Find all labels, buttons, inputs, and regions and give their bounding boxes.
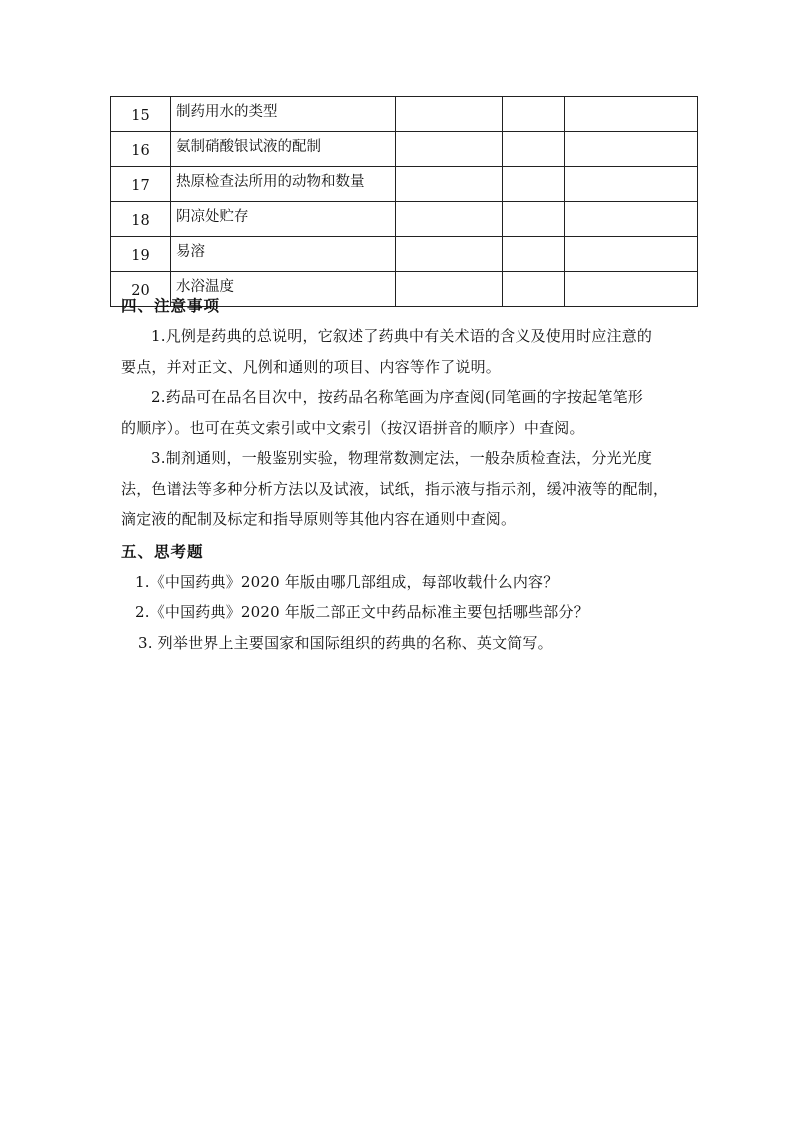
row-number: 18 <box>111 202 171 237</box>
blank-cell <box>565 97 698 132</box>
row-term: 水浴温度 <box>171 272 396 307</box>
blank-cell <box>503 237 565 272</box>
row-term: 制药用水的类型 <box>171 97 396 132</box>
blank-cell <box>503 167 565 202</box>
table-row <box>111 202 698 237</box>
notes-paragraph-1 <box>121 321 676 382</box>
blank-cell <box>396 97 503 132</box>
row-number: 19 <box>111 237 171 272</box>
blank-cell <box>396 272 503 307</box>
paragraph-line: 2.药品可在品名目次中，按药品名称笔画为序查阅(同笔画的字按起笔笔形 <box>151 388 643 406</box>
notes-paragraph-2 <box>121 382 676 443</box>
blank-cell <box>396 202 503 237</box>
paragraph-line: 滴定液的配制及标定和指导原则等其他内容在通则中查阅。 <box>121 510 517 528</box>
row-number: 16 <box>111 132 171 167</box>
blank-cell <box>503 272 565 307</box>
blank-cell <box>565 202 698 237</box>
table-row <box>111 167 698 202</box>
blank-cell <box>503 132 565 167</box>
blank-cell <box>565 132 698 167</box>
blank-cell <box>565 272 698 307</box>
blank-cell <box>503 97 565 132</box>
row-number: 20 <box>111 272 171 307</box>
table-row <box>111 97 698 132</box>
blank-cell <box>565 167 698 202</box>
question-1: 1.《中国药典》2020 年版由哪几部组成，每部收载什么内容？ <box>135 573 559 591</box>
row-term: 易溶 <box>171 237 396 272</box>
notes-heading: 四、注意事项 <box>121 297 221 315</box>
paragraph-line: 的顺序）。也可在英文索引或中文索引（按汉语拼音的顺序）中查阅。 <box>121 418 585 437</box>
row-number: 15 <box>111 97 171 132</box>
table-row <box>111 132 698 167</box>
terms-table <box>110 96 698 307</box>
paragraph-line: 1.凡例是药典的总说明，它叙述了药典中有关术语的含义及使用时应注意的 <box>151 327 653 345</box>
questions-heading: 五、思考题 <box>121 543 204 561</box>
blank-cell <box>396 132 503 167</box>
blank-cell <box>565 237 698 272</box>
row-term: 阴凉处贮存 <box>171 202 396 237</box>
question-2: 2.《中国药典》2020 年版二部正文中药品标准主要包括哪些部分？ <box>135 603 589 621</box>
row-number: 17 <box>111 167 171 202</box>
paragraph-line: 要点，并对正文、凡例和通则的项目、内容等作了说明。 <box>121 357 502 376</box>
row-term: 氨制硝酸银试液的配制 <box>171 132 396 167</box>
blank-cell <box>503 202 565 237</box>
question-3: 3. 列举世界上主要国家和国际组织的药典的名称、英文简写。 <box>138 634 553 652</box>
row-term: 热原检查法所用的动物和数量 <box>171 167 396 202</box>
table-row <box>111 237 698 272</box>
notes-paragraph-3 <box>121 443 676 535</box>
blank-cell <box>396 167 503 202</box>
blank-cell <box>396 237 503 272</box>
paragraph-line: 法，色谱法等多种分析方法以及试液，试纸，指示液与指示剂，缓冲液等的配制， <box>121 479 669 498</box>
paragraph-line: 3.制剂通则，一般鉴别实验，物理常数测定法，一般杂质检查法，分光光度 <box>151 449 653 467</box>
